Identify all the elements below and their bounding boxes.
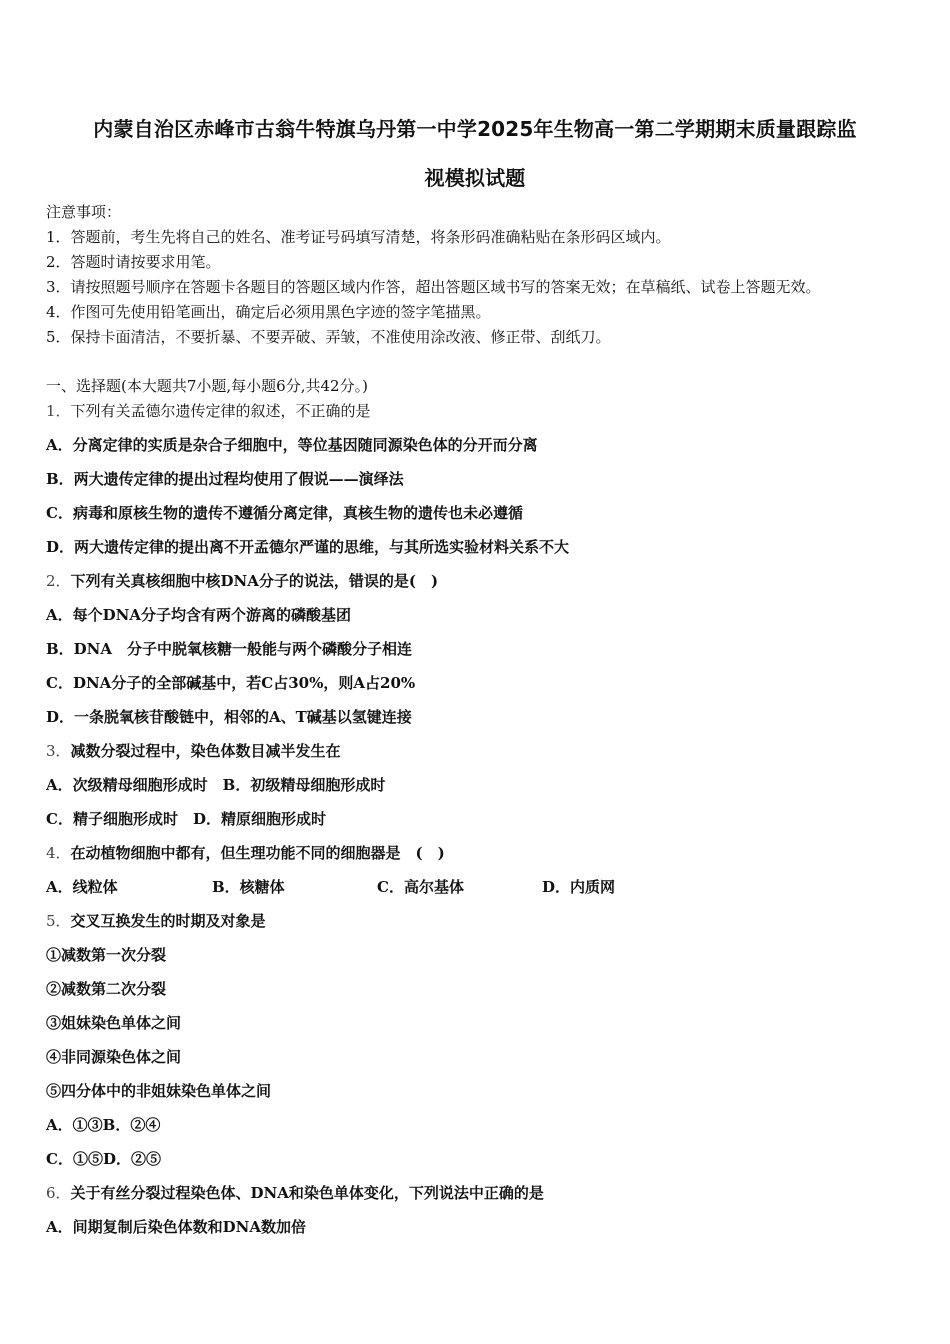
- page-title-line1: 内蒙自治区赤峰市古翁牛特旗乌丹第一中学2025年生物高一第二学期期末质量跟踪监: [93, 117, 857, 141]
- question-3: [46, 741, 341, 761]
- question-number: 3．: [46, 742, 71, 760]
- q1-option-b: B．两大遗传定律的提出过程均使用了假说——演绎法: [46, 470, 404, 488]
- question-2: [46, 571, 438, 591]
- q5-item-3: ③姐妹染色单体之间: [46, 1014, 182, 1032]
- q4-option-d: D．内质网: [542, 878, 616, 896]
- q2-option-b: B．DNA 分子中脱氧核糖一般能与两个磷酸分子相连: [46, 640, 413, 658]
- question-1: [46, 401, 371, 421]
- q2-option-c: C．DNA分子的全部碱基中，若C占30%，则A占20%: [46, 674, 416, 692]
- question-number: 5．: [46, 912, 71, 930]
- question-stem: 减数分裂过程中，染色体数目减半发生在: [70, 742, 341, 760]
- page-title-line2: 视模拟试题: [424, 166, 526, 190]
- question-number: 2．: [46, 572, 71, 590]
- q3-options-ab: A．次级精母细胞形成时 B．初级精母细胞形成时: [46, 776, 386, 794]
- q3-options-cd: C．精子细胞形成时 D．精原细胞形成时: [46, 810, 326, 828]
- question-stem: 在动植物细胞中都有，但生理功能不同的细胞器是 ( ): [70, 844, 445, 862]
- q4-option-c: C．高尔基体: [377, 878, 464, 896]
- q5-item-5: ⑤四分体中的非姐妹染色单体之间: [46, 1082, 272, 1100]
- q4-option-b: B．核糖体: [212, 878, 285, 896]
- question-5: [46, 911, 266, 931]
- question-6: [46, 1183, 544, 1203]
- q5-item-1: ①减数第一次分裂: [46, 946, 167, 964]
- question-stem: 下列有关真核细胞中核DNA分子的说法，错误的是( ): [70, 572, 439, 590]
- notice-heading: 注意事项：: [46, 203, 122, 221]
- notice-item-1: 1．答题前，考生先将自己的姓名、准考证号码填写清楚，将条形码准确粘贴在条形码区域内。: [46, 228, 671, 246]
- notice-item-3: 3．请按照题号顺序在答题卡各题目的答题区域内作答，超出答题区域书写的答案无效；在草稿纸、试卷上答题无效。: [46, 278, 821, 296]
- q1-option-d: D．两大遗传定律的提出离不开孟德尔严谨的思维，与其所选实验材料关系不大: [46, 538, 570, 556]
- question-number: 1．: [46, 402, 71, 420]
- q4-option-a: A．线粒体: [46, 878, 118, 896]
- q1-option-a: A．分离定律的实质是杂合子细胞中，等位基因随同源染色体的分开而分离: [46, 436, 538, 454]
- q5-options-ab: A．①③B．②④: [46, 1116, 161, 1134]
- q2-option-a: A．每个DNA分子均含有两个游离的磷酸基团: [46, 606, 351, 624]
- question-number: 4．: [46, 844, 71, 862]
- notice-item-2: 2．答题时请按要求用笔。: [46, 253, 221, 271]
- notice-item-5: 5．保持卡面清洁，不要折暴、不要弄破、弄皱，不准使用涂改液、修正带、刮纸刀。: [46, 328, 611, 346]
- q5-item-4: ④非同源染色体之间: [46, 1048, 182, 1066]
- question-stem: 关于有丝分裂过程染色体、DNA和染色单体变化，下列说法中正确的是: [70, 1184, 544, 1202]
- question-number: 6．: [46, 1184, 71, 1202]
- question-4: [46, 843, 445, 863]
- q5-item-2: ②减数第二次分裂: [46, 980, 167, 998]
- question-stem: 交叉互换发生的时期及对象是: [70, 912, 266, 930]
- q5-options-cd: C．①⑤D．②⑤: [46, 1150, 161, 1168]
- q2-option-d: D．一条脱氧核苷酸链中，相邻的A、T碱基以氢键连接: [46, 708, 412, 726]
- q6-option-a: A．间期复制后染色体数和DNA数加倍: [46, 1218, 306, 1236]
- question-stem: 下列有关孟德尔遗传定律的叙述，不正确的是: [70, 402, 371, 420]
- notice-item-4: 4．作图可先使用铅笔画出，确定后必须用黑色字迹的签字笔描黑。: [46, 303, 491, 321]
- q1-option-c: C．病毒和原核生物的遗传不遵循分离定律，真核生物的遗传也未必遵循: [46, 504, 523, 522]
- section-heading: 一、选择题(本大题共7小题,每小题6分,共42分。): [46, 377, 368, 395]
